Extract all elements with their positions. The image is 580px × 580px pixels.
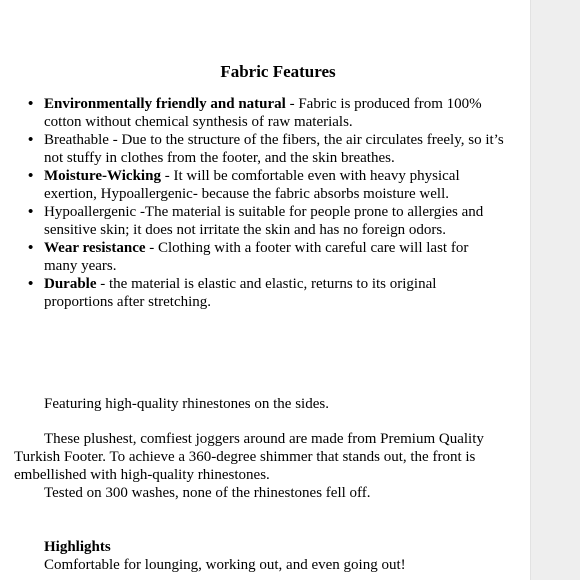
- scroll-gutter[interactable]: [530, 0, 580, 580]
- highlights-heading: Highlights: [44, 539, 111, 555]
- feature-item-environment: [24, 95, 504, 131]
- feature-text: Breathable - Due to the structure of the fibers, the air circulates freely, so it’s not stuffy in clothes from the footer, and the skin breathes.: [44, 132, 504, 166]
- bullet-icon: •: [28, 204, 34, 220]
- features-list: [24, 95, 504, 311]
- feature-item-durable: [24, 275, 504, 311]
- bullet-icon: •: [28, 240, 34, 256]
- feature-item-moisture: [24, 167, 504, 203]
- feature-item-breathable: [24, 131, 504, 167]
- rhinestones-paragraph: Featuring high-quality rhinestones on the sides.: [44, 396, 329, 412]
- feature-text: - Fabric is produced from 100% cotton without chemical synthesis of raw materials.: [44, 96, 482, 130]
- feature-text: - the material is elastic and elastic, returns to its original proportions after stretching.: [44, 276, 437, 310]
- feature-bold-label: Durable: [44, 276, 97, 292]
- feature-item-hypoallergenic: [24, 203, 504, 239]
- feature-bold-label: Moisture-Wicking: [44, 168, 161, 184]
- feature-text: Hypoallergenic -The material is suitable for people prone to allergies and sensitive skin; it does not irritate the skin and has no foreign odors.: [44, 204, 484, 238]
- feature-bold-label: Environmentally friendly and natural: [44, 96, 286, 112]
- bullet-icon: •: [28, 132, 34, 148]
- feature-text: - Clothing with a footer with careful care will last for many years.: [44, 240, 469, 274]
- document-title: Fabric Features: [220, 62, 336, 81]
- bullet-icon: •: [28, 276, 34, 292]
- bullet-icon: •: [28, 168, 34, 184]
- feature-text: - It will be comfortable even with heavy physical exertion, Hypoallergenic- because the fabric absorbs moisture well.: [44, 168, 460, 202]
- bullet-icon: •: [28, 96, 34, 112]
- feature-bold-label: Wear resistance: [44, 240, 146, 256]
- feature-item-wear-resistance: [24, 239, 504, 275]
- description-paragraph: These plushest, comfiest joggers around are made from Premium Quality Turkish Footer. To achieve a 360-degree shimmer that stands out, the front is embellished with high-quality rhinestones.: [14, 431, 484, 483]
- highlights-text: Comfortable for lounging, working out, and even going out!: [44, 557, 406, 573]
- tested-paragraph: Tested on 300 washes, none of the rhinestones fell off.: [44, 485, 371, 501]
